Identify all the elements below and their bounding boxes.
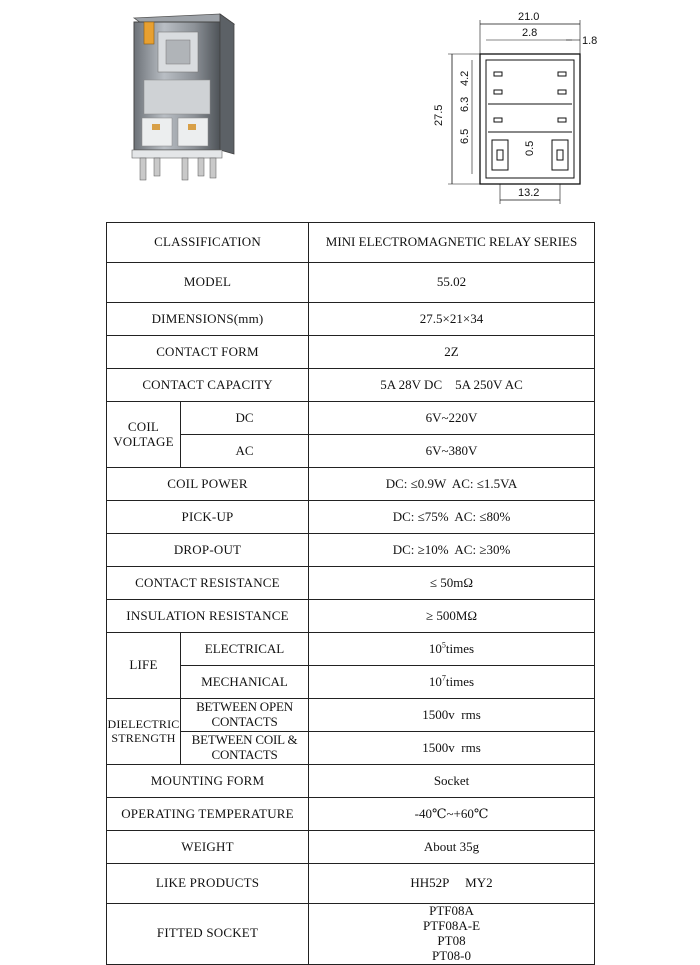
life-label: LIFE [107, 633, 181, 699]
row-coil-voltage-ac [107, 435, 595, 468]
fitted-socket-item: PTF08A [429, 903, 474, 918]
mounting-form-label: MOUNTING FORM [107, 765, 309, 798]
row-classification [107, 223, 595, 263]
insulation-resistance-value: ≥ 500MΩ [309, 600, 595, 633]
row-mounting-form [107, 765, 595, 798]
operating-temperature-label: OPERATING TEMPERATURE [107, 798, 309, 831]
row-weight [107, 831, 595, 864]
dim-width-label: 21.0 [518, 11, 540, 23]
fitted-socket-item: PTF08A-E [422, 917, 481, 933]
life-electrical-base: 10 [428, 640, 442, 656]
dim-v1-label: 4.2 [459, 70, 471, 86]
life-mechanical-exp: 7 [441, 673, 446, 683]
contact-capacity-label: CONTACT CAPACITY [107, 369, 309, 402]
dielectric-label-line2: STRENGTH [111, 730, 176, 745]
row-life-electrical [107, 633, 595, 666]
contact-capacity-value: 5A 28V DC 5A 250V AC [309, 369, 595, 402]
relay-photo [120, 8, 250, 188]
classification-label: CLASSIFICATION [107, 223, 309, 263]
fitted-socket-item: PT08-0 [432, 947, 472, 963]
coil-voltage-dc-value: 6V~220V [309, 402, 595, 435]
model-label: MODEL [107, 263, 309, 303]
row-contact-resistance [107, 567, 595, 600]
fitted-socket-values [309, 904, 595, 965]
row-drop-out [107, 534, 595, 567]
dim-mid-label: 0.5 [524, 140, 536, 156]
contact-form-label: CONTACT FORM [107, 336, 309, 369]
fitted-socket-label: FITTED SOCKET [107, 904, 309, 965]
dielectric-open-value: 1500v rms [309, 699, 595, 732]
like-products-label: LIKE PRODUCTS [107, 864, 309, 904]
contact-form-value: 2Z [309, 336, 595, 369]
dimensions-label: DIMENSIONS(mm) [107, 303, 309, 336]
coil-voltage-label-line2: VOLTAGE [113, 433, 174, 449]
coil-power-value: DC: ≤0.9W AC: ≤1.5VA [309, 468, 595, 501]
row-insulation-resistance [107, 600, 595, 633]
dimension-drawing [418, 4, 618, 204]
row-fitted-socket [107, 904, 595, 965]
dielectric-coil-label: BETWEEN COIL & CONTACTS [181, 732, 309, 765]
dielectric-label [107, 699, 181, 765]
coil-voltage-ac-label: AC [181, 435, 309, 468]
coil-voltage-label [107, 402, 181, 468]
mounting-form-value: Socket [309, 765, 595, 798]
dielectric-coil-value: 1500v rms [309, 732, 595, 765]
model-value: 55.02 [309, 263, 595, 303]
row-contact-form [107, 336, 595, 369]
contact-resistance-label: CONTACT RESISTANCE [107, 567, 309, 600]
row-model [107, 263, 595, 303]
fitted-socket-item: PT08 [437, 932, 466, 948]
dim-edge-label: 1.8 [582, 35, 598, 47]
coil-voltage-label-line1: COIL [127, 418, 160, 434]
pick-up-label: PICK-UP [107, 501, 309, 534]
coil-voltage-dc-label: DC [181, 402, 309, 435]
row-dimensions [107, 303, 595, 336]
insulation-resistance-label: INSULATION RESISTANCE [107, 600, 309, 633]
row-coil-power [107, 468, 595, 501]
drop-out-label: DROP-OUT [107, 534, 309, 567]
life-mechanical-base: 10 [428, 673, 442, 689]
classification-value: MINI ELECTROMAGNETIC RELAY SERIES [309, 223, 595, 263]
row-dielectric-coil [107, 732, 595, 765]
row-dielectric-open [107, 699, 595, 732]
dielectric-open-label: BETWEEN OPEN CONTACTS [181, 699, 309, 732]
weight-label: WEIGHT [107, 831, 309, 864]
dim-top-inner-label: 2.8 [522, 27, 538, 39]
life-electrical-unit: times [445, 640, 475, 656]
drop-out-value: DC: ≥10% AC: ≥30% [309, 534, 595, 567]
row-like-products [107, 864, 595, 904]
dim-v3-label: 6.5 [459, 128, 471, 144]
coil-power-label: COIL POWER [107, 468, 309, 501]
like-products-value: HH52P MY2 [309, 864, 595, 904]
row-pick-up [107, 501, 595, 534]
operating-temperature-value: -40℃~+60℃ [309, 798, 595, 831]
dielectric-label-line1: DIELECTRIC [107, 716, 180, 731]
coil-voltage-ac-value: 6V~380V [309, 435, 595, 468]
dimensions-value: 27.5×21×34 [309, 303, 595, 336]
row-operating-temperature [107, 798, 595, 831]
dim-height-label: 27.5 [433, 104, 445, 126]
life-mechanical-unit: times [445, 673, 475, 689]
life-electrical-value [309, 633, 595, 666]
row-life-mechanical [107, 666, 595, 699]
dim-v2-label: 6.3 [459, 96, 471, 112]
spec-table [106, 222, 595, 965]
life-mechanical-label: MECHANICAL [181, 666, 309, 699]
weight-value: About 35g [309, 831, 595, 864]
life-electrical-exp: 5 [441, 640, 446, 650]
row-coil-voltage-dc [107, 402, 595, 435]
contact-resistance-value: ≤ 50mΩ [309, 567, 595, 600]
life-electrical-label: ELECTRICAL [181, 633, 309, 666]
life-mechanical-value [309, 666, 595, 699]
row-contact-capacity [107, 369, 595, 402]
dim-bottom-label: 13.2 [518, 187, 540, 199]
pick-up-value: DC: ≤75% AC: ≤80% [309, 501, 595, 534]
